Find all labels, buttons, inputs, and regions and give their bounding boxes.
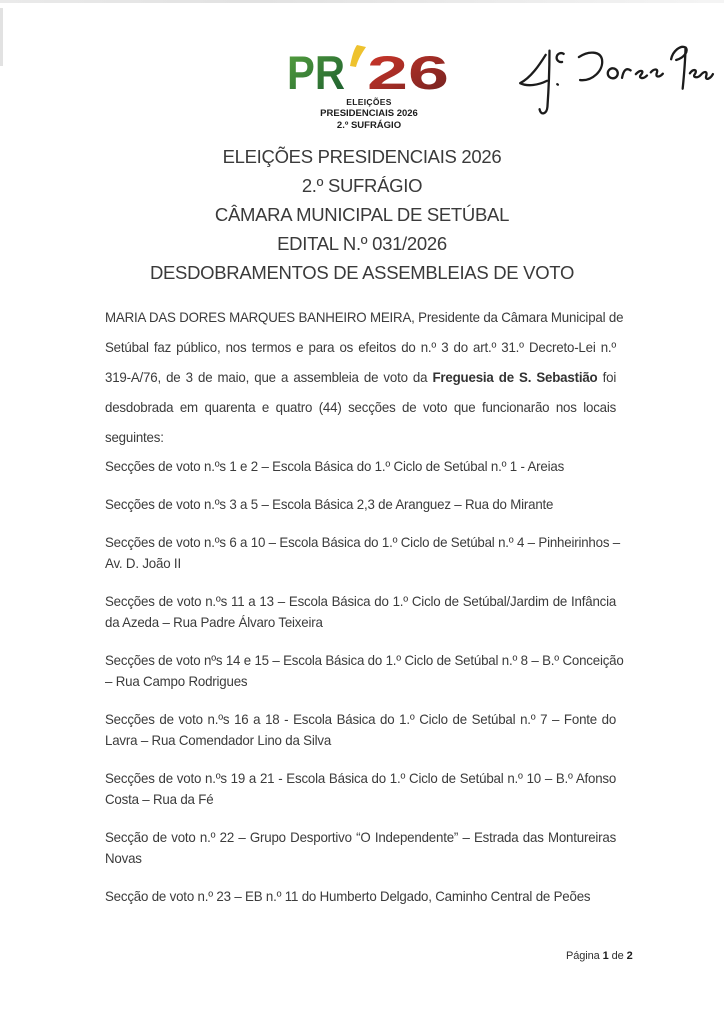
voting-section-entry xyxy=(105,494,616,515)
voting-section-entry xyxy=(105,591,616,633)
footer-page-total: 2 xyxy=(626,950,633,962)
intro-paragraph xyxy=(105,302,624,452)
section-line: Secções de voto n.ºs 6 a 10 – Escola Básica do 1.º Ciclo de Setúbal n.º 4 – Pinheirinhos – xyxy=(105,534,621,550)
section-line: Secções de voto nºs 14 e 15 – Escola Básica do 1.º Ciclo de Setúbal n.º 8 – B.º Conceição xyxy=(105,652,624,668)
scan-artifact-left-edge xyxy=(0,8,3,66)
intro-line: Setúbal faz público, nos termos e para os efeitos do n.º 3 do art.º 31.º Decreto-Lei n.º xyxy=(105,339,617,355)
voting-section-entry xyxy=(105,827,616,869)
title-line: DESDOBRAMENTOS DE ASSEMBLEIAS DE VOTO xyxy=(149,262,575,283)
voting-section-entry xyxy=(105,456,616,477)
handwritten-signature xyxy=(500,34,715,122)
footer-separator: de xyxy=(611,950,624,962)
pr26-election-logo xyxy=(287,44,451,96)
voting-section-entry xyxy=(105,650,624,692)
footer-label: Página xyxy=(566,950,600,962)
section-line: Secções de voto n.ºs 16 a 18 - Escola Básica do 1.º Ciclo de Setúbal n.º 7 – Fonte do xyxy=(105,711,617,727)
intro-text: foi xyxy=(597,369,617,385)
scan-artifact-top-edge xyxy=(0,0,724,3)
intro-line: MARIA DAS DORES MARQUES BANHEIRO MEIRA, Presidente da Câmara Municipal de xyxy=(105,309,624,325)
voting-section-entry xyxy=(105,532,621,574)
logo-tagline xyxy=(283,97,455,132)
section-line: Secção de voto n.º 22 – Grupo Desportivo “O Independente” – Estrada das Montureiras xyxy=(105,829,617,845)
voting-section-entry xyxy=(105,886,616,907)
footer-page-current: 1 xyxy=(602,950,609,962)
section-line: Secções de voto n.ºs 3 a 5 – Escola Básica 2,3 de Aranguez – Rua do Mirante xyxy=(105,496,554,512)
section-line: Lavra – Rua Comendador Lino da Silva xyxy=(105,732,332,748)
section-line: Costa – Rua da Fé xyxy=(105,791,214,807)
logo-tagline-line: 2.º SUFRÁGIO xyxy=(336,120,402,131)
section-line: – Rua Campo Rodrigues xyxy=(105,673,248,689)
logo-text-year: 26 xyxy=(367,46,449,96)
section-line: Av. D. João II xyxy=(105,555,181,571)
logo-apostrophe xyxy=(350,45,366,67)
voting-sections-list xyxy=(105,456,624,924)
freguesia-highlight: Freguesia de S. Sebastião xyxy=(432,369,598,385)
intro-line: desdobrada em quarenta e quatro (44) secções de voto que funcionarão nos locais xyxy=(105,399,617,415)
title-line: CÂMARA MUNICIPAL DE SETÚBAL xyxy=(214,204,510,225)
section-line: Secções de voto n.ºs 1 e 2 – Escola Básica do 1.º Ciclo de Setúbal n.º 1 - Areias xyxy=(105,458,565,474)
logo-tagline-line: PRESIDENCIAIS 2026 xyxy=(320,108,418,119)
intro-line xyxy=(105,362,616,392)
title-line: EDITAL N.º 031/2026 xyxy=(277,233,447,254)
title-line: ELEIÇÕES PRESIDENCIAIS 2026 xyxy=(222,146,502,167)
section-line: Secções de voto n.ºs 19 a 21 - Escola Básica do 1.º Ciclo de Setúbal n.º 10 – B.º Afonso xyxy=(105,770,617,786)
intro-text: 319-A/76, de 3 de maio, que a assembleia de voto da xyxy=(105,369,433,385)
section-line: Secções de voto n.ºs 11 a 13 – Escola Básica do 1.º Ciclo de Setúbal/Jardim de Infância xyxy=(105,593,617,609)
document-title-block xyxy=(0,142,724,287)
section-line: da Azeda – Rua Padre Álvaro Teixeira xyxy=(105,614,323,630)
section-line: Secção de voto n.º 23 – EB n.º 11 do Humberto Delgado, Caminho Central de Peões xyxy=(105,888,591,904)
section-line: Novas xyxy=(105,850,142,866)
voting-section-entry xyxy=(105,768,616,810)
voting-section-entry xyxy=(105,709,616,751)
title-line: 2.º SUFRÁGIO xyxy=(301,175,423,196)
logo-text-pr: PR xyxy=(287,46,345,96)
intro-line: seguintes: xyxy=(105,429,164,445)
page-number-footer xyxy=(566,950,633,962)
logo-tagline-line: ELEIÇÕES xyxy=(346,97,392,107)
